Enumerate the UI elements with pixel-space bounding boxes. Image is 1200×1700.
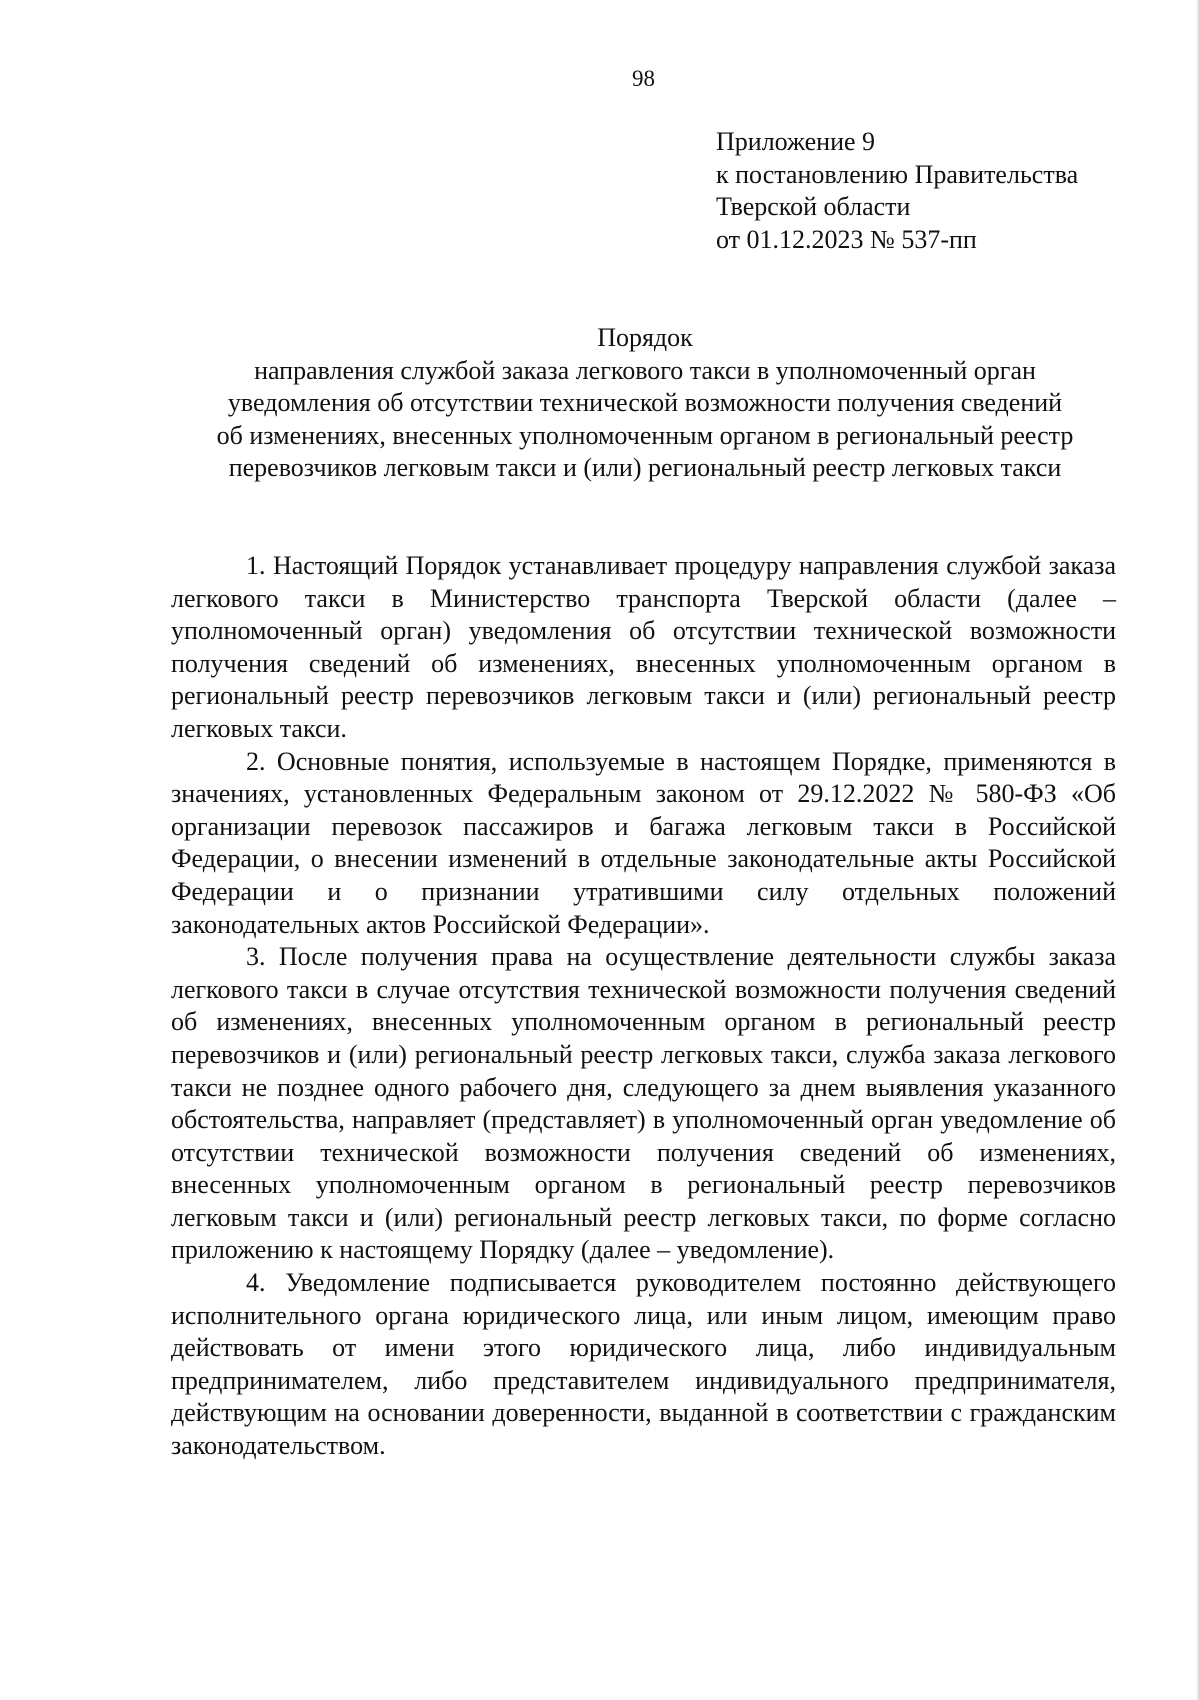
title-line-4: перевозчиков легковым такси и (или) региональный реестр легковых такси <box>228 453 1062 482</box>
paragraph-4: 4. Уведомление подписывается руководителем постоянно действующего исполнительного органа юридического лица, или иным лицом, имеющим право действовать от имени этого юридического лица, либо индивидуальным предпринимателем, либо представителем индивидуального предпринимателя, действующим на основании доверенности, выданной в соответствии с гражданским законодательством. <box>171 1268 1116 1461</box>
appendix-line-4: от 01.12.2023 № 537-пп <box>716 224 977 254</box>
paragraph-3: 3. После получения права на осуществление деятельности службы заказа легкового такси в случае отсутствия технической возможности получения сведений об изменениях, внесенных уполномоченным органом в региональный реестр перевозчиков и (или) региональный реестр легковых такси, служба заказа легкового такси не позднее одного рабочего дня, следующего за днем выявления указанного обстоятельства, направляет (представляет) в уполномоченный орган уведомление об отсутствии технической возможности получения сведений об изменениях, внесенных уполномоченным органом в региональный реестр перевозчиков легковым такси и (или) региональный реестр легковых такси, по форме согласно приложению к настоящему Порядку (далее – уведомление). <box>171 942 1116 1265</box>
appendix-line-2: к постановлению Правительства <box>716 159 1079 189</box>
page-number: 98 <box>632 66 655 91</box>
appendix-line-3: Тверской области <box>716 192 911 221</box>
title-line-3: об изменениях, внесенных уполномоченным органом в региональный реестр <box>216 420 1074 450</box>
paragraph-2: 2. Основные понятия, используемые в настоящем Порядке, применяются в значениях, установленных Федеральным законом от 29.12.2022 № 580-ФЗ «Об организации перевозок пассажиров и багажа легковым такси в Российской Федерации, о внесении изменений в отдельные законодательные акты Российской Федерации и о признании утратившими силу отдельных положений законодательных актов Российской Федерации». <box>171 746 1116 939</box>
document-body <box>171 550 1116 1463</box>
title-heading: Порядок <box>597 323 693 352</box>
appendix-line-1: Приложение 9 <box>716 127 876 156</box>
title-line-2: уведомления об отсутствии технической возможности получения сведений <box>227 388 1063 417</box>
document-title <box>150 322 1140 485</box>
appendix-reference <box>716 126 1078 256</box>
title-line-1: направления службой заказа легкового такси в уполномоченный орган <box>254 355 1036 385</box>
page-edge-shadow <box>1196 0 1200 1700</box>
paragraph-1: 1. Настоящий Порядок устанавливает процедуру направления службой заказа легкового такси в Министерство транспорта Тверской области (далее – уполномоченный орган) уведомления об отсутствии технической возможности получения сведений об изменениях, внесенных уполномоченным органом в региональный реестр перевозчиков легковым такси и (или) региональный реестр легковых такси. <box>171 551 1116 743</box>
